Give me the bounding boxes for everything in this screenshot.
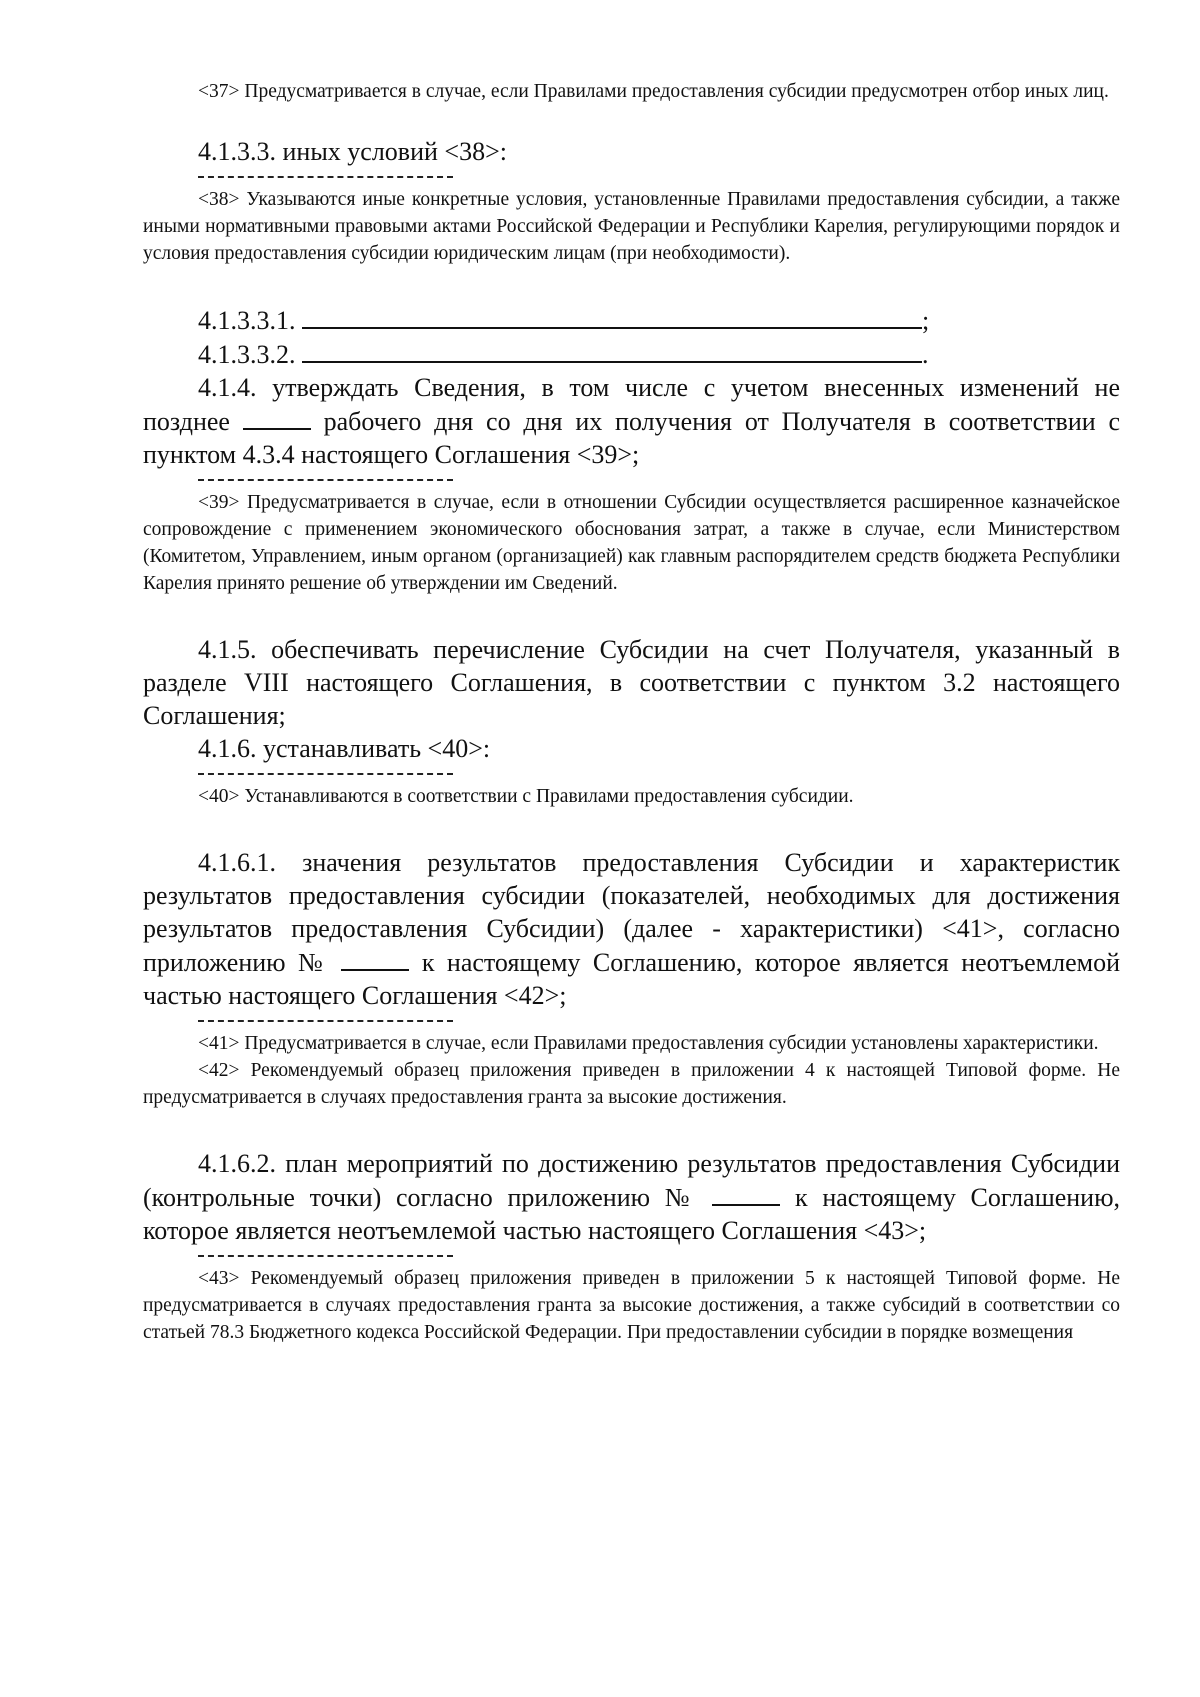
- clause-text-part: рабочего дня со дня их получения от Получателя в соответствии с пунктом 4.3.4 настоящего Соглашения <39>;: [143, 407, 1121, 469]
- clause-number: 4.1.3.3.2.: [198, 340, 296, 369]
- fill-in-blank: [302, 303, 922, 329]
- footnote-separator: [198, 773, 453, 775]
- clause-terminator: .: [922, 340, 929, 369]
- fill-in-blank: [712, 1180, 780, 1206]
- footnote-38: <38> Указываются иные конкретные условия, установленные Правилами предоставления субсидии, а также иными нормативными правовыми актами Российской Федерации и Республики Карелия, регулирующими порядок и условия предоставления субсидии юридическим лицам (при необходимости).: [143, 189, 1120, 264]
- clause-4-1-3-3: 4.1.3.3. иных условий <38>:: [198, 137, 507, 166]
- footnote-37: <37> Предусматривается в случае, если Правилами предоставления субсидии предусмотрен отбор иных лиц.: [198, 81, 1109, 102]
- clause-terminator: ;: [922, 306, 930, 335]
- fill-in-blank: [302, 337, 922, 363]
- clause-text-part: 4.1.6.2. план мероприятий по достижению результатов предоставления Субсидии (контрольные точки) согласно приложению №: [143, 1149, 1120, 1212]
- fill-in-blank: [243, 404, 311, 430]
- footnote-separator: [198, 1255, 453, 1257]
- clause-4-1-4: [143, 371, 1120, 471]
- footnote-separator: [198, 1020, 453, 1022]
- footnote-41: <41> Предусматривается в случае, если Правилами предоставления субсидии установлены характеристики.: [198, 1033, 1099, 1054]
- clause-4-1-6-2: [143, 1147, 1120, 1247]
- clause-text-part: к настоящему Соглашению, которое является неотъемлемой частью настоящего Соглашения <42>;: [143, 948, 1121, 1010]
- clause-number: 4.1.3.3.1.: [198, 306, 296, 335]
- clause-text-part: 4.1.4. утверждать Сведения, в том числе с учетом внесенных изменений не позднее: [143, 373, 1120, 436]
- fill-in-blank: [341, 945, 409, 971]
- clause-4-1-6-1: [143, 846, 1120, 1012]
- footnote-42: <42> Рекомендуемый образец приложения приведен в приложении 4 к настоящей Типовой форме. Не предусматривается в случаях предоставления гранта за высокие достижения.: [143, 1060, 1120, 1108]
- footnote-separator: [198, 479, 453, 481]
- document-page: [143, 78, 1120, 1346]
- clause-4-1-6: 4.1.6. устанавливать <40>:: [198, 734, 491, 763]
- clause-4-1-3-3-2: [143, 337, 1120, 371]
- clause-4-1-3-3-1: [143, 303, 1120, 337]
- footnote-39: <39> Предусматривается в случае, если в отношении Субсидии осуществляется расширенное казначейское сопровождение с применением экономического обоснования затрат, а также в случае, если Министерством (Комитетом, Управлением, иным органом (организацией) как главным распорядителем средств бюджета Республики Карелия принято решение об утверждении им Сведений.: [143, 492, 1120, 594]
- clause-4-1-5: 4.1.5. обеспечивать перечисление Субсидии на счет Получателя, указанный в разделе VIII настоящего Соглашения, в соответствии с пунктом 3.2 настоящего Соглашения;: [143, 635, 1120, 730]
- footnote-separator: [198, 176, 453, 178]
- footnote-40: <40> Устанавливаются в соответствии с Правилами предоставления субсидии.: [198, 786, 854, 807]
- clause-text-part: 4.1.6.1. значения результатов предоставления Субсидии и характеристик результатов предоставления субсидии (показателей, необходимых для достижения результатов предоставления Субсидии) (далее - характеристики) <41>, согласно приложению №: [143, 848, 1120, 977]
- footnote-43: <43> Рекомендуемый образец приложения приведен в приложении 5 к настоящей Типовой форме. Не предусматривается в случаях предоставления гранта за высокие достижения, а также субсидий в соответствии со статьей 78.3 Бюджетного кодекса Российской Федерации. При предоставлении субсидии в порядке возмещения: [143, 1268, 1120, 1343]
- clause-text-part: к настоящему Соглашению, которое является неотъемлемой частью настоящего Соглашения <43>;: [143, 1183, 1121, 1245]
